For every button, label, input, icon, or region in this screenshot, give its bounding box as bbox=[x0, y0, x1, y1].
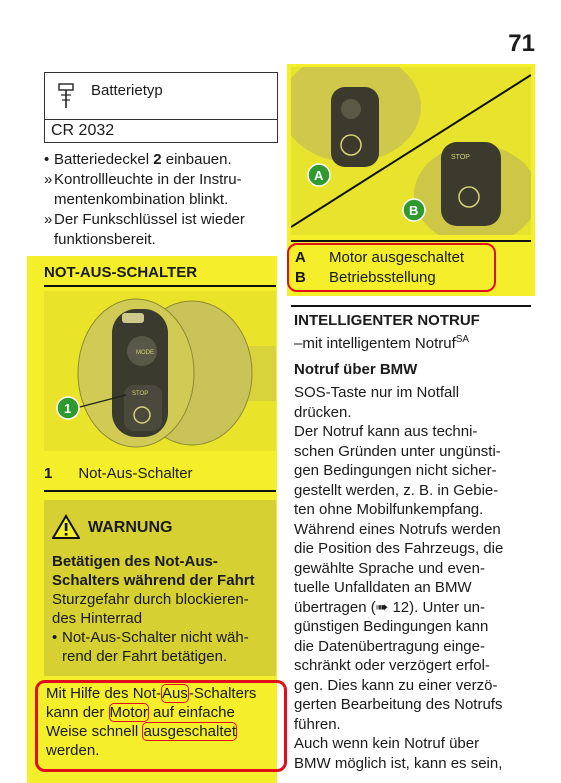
marker-a: A bbox=[314, 168, 324, 183]
list-item: » Der Funkschlüssel ist wieder funktionsbereit. bbox=[44, 211, 245, 248]
photo-caption: 1 Not-Aus-Schalter bbox=[44, 465, 193, 482]
battery-icon bbox=[57, 83, 75, 109]
list-item: • Batteriedeckel 2 einbauen. bbox=[44, 151, 232, 168]
warning-box bbox=[44, 500, 276, 676]
divider bbox=[44, 285, 276, 287]
warning-icon bbox=[52, 514, 80, 540]
divider bbox=[291, 305, 531, 307]
divider bbox=[291, 240, 531, 242]
notruf-body: SOS-Taste nur im Notfall drücken. Der Notruf kann aus techni- schen Gründen unter ungünsti- gen Bedingungen nicht sicher- gestellt werden, z. B. in Gebie- ten ohne Mobilfunkempfang. Während eines Notrufs werden die Position des Fahrzeugs, die gewählte Sprache und even- tuelle Unfalldaten an BMW übertragen (➠ 12). Unter un- günstigen Bedingungen kann die Datenübertragung einge- schränkt oder verzögert erfol- gen. Dies kann zu einer verzö- gerten Bearbeitung des Notrufs führen. Auch wenn kein Notruf über BMW möglich ist, kann es sein, bbox=[294, 384, 504, 772]
switch-positions-photo bbox=[291, 67, 531, 235]
kill-switch-photo bbox=[44, 291, 276, 451]
divider bbox=[44, 490, 276, 492]
battery-table bbox=[44, 72, 278, 143]
info-text: Mit Hilfe des Not-Aus-Schalters kann der Motor auf einfache Weise schnell ausgeschaltet werden. bbox=[46, 685, 257, 759]
list-item: » Kontrollleuchte in der Instru- mentenkombination blinkt. bbox=[44, 171, 242, 208]
svg-text:STOP: STOP bbox=[132, 391, 149, 397]
battery-type-label: Batterietyp bbox=[91, 82, 163, 99]
legend-item-b: B Betriebsstellung bbox=[295, 269, 436, 286]
battery-type-value: CR 2032 bbox=[51, 122, 115, 139]
steps-list bbox=[44, 150, 276, 250]
page-number: 71 bbox=[508, 30, 535, 57]
notruf-subheading: Notruf über BMW bbox=[294, 361, 418, 378]
svg-text:STOP: STOP bbox=[451, 154, 470, 161]
warning-heading: WARNUNG bbox=[88, 519, 173, 536]
section-title: NOT-AUS-SCHALTER bbox=[44, 264, 198, 281]
svg-text:MODE: MODE bbox=[136, 350, 154, 356]
warning-text: Betätigen des Not-Aus- Schalters während der Fahrt Sturzgefahr durch blockieren- des Hinterrad • Not-Aus-Schalter nicht wäh- rend der Fahrt betätigen. bbox=[52, 553, 255, 665]
legend bbox=[295, 248, 464, 288]
callout-marker: 1 bbox=[64, 401, 72, 416]
section-title: INTELLIGENTER NOTRUF bbox=[294, 312, 480, 329]
marker-b: B bbox=[409, 203, 419, 218]
legend-item-a: A Motor ausgeschaltet bbox=[295, 249, 465, 266]
notruf-subtitle: –mit intelligentem Notruf$^{SA}$ bbox=[294, 334, 470, 352]
